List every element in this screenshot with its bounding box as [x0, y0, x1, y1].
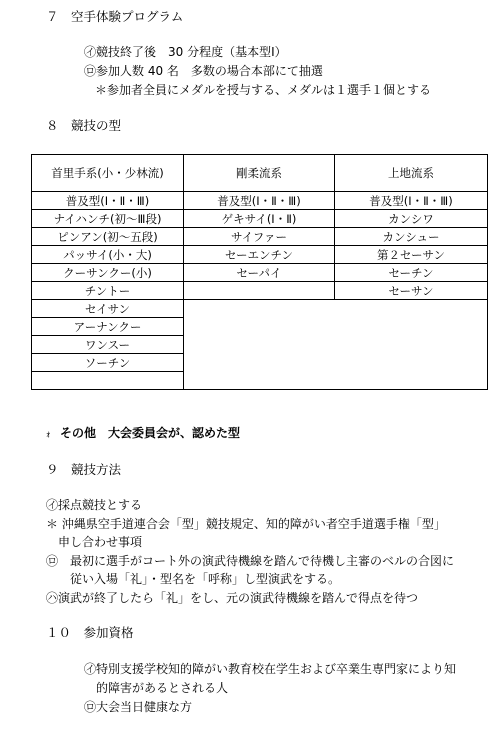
note-mark-icon: ｫ [46, 430, 51, 440]
table-cell: サイファー [184, 228, 335, 246]
table-cell: セーパイ [184, 264, 335, 282]
table-cell: セーエンチン [184, 246, 335, 264]
table-row [32, 300, 488, 318]
section-7-line-2: ㋺参加人数 40 名 多数の場合本部にて抽選 [84, 64, 323, 78]
section-10-line-1: ㋑特別支援学校知的障がい教育校在学生および卒業生専門家により知 [84, 662, 457, 676]
table-cell: カンシワ [335, 210, 488, 228]
table-cell: ワンスー [32, 336, 184, 354]
section-7-line-3: ＊参加者全員にメダルを授与する、メダルは１選手１個とする [95, 83, 432, 97]
section-8-heading: ８ 競技の型 [46, 118, 122, 133]
table-cell: 普及型(Ⅰ・Ⅱ・Ⅲ) [335, 192, 488, 210]
table-row [32, 210, 488, 228]
column-header-shuri: 首里手系(小・少林流) [32, 155, 184, 192]
table-cell: ソーチン [32, 354, 184, 372]
section-10-line-3: ㋺大会当日健康な方 [84, 700, 193, 714]
table-empty-area [184, 300, 488, 390]
section-7-line-1: ㋑競技終了後 30 分程度（基本型Ⅰ） [84, 45, 287, 59]
section-9-heading: ９ 競技方法 [46, 462, 122, 477]
table-cell: ナイハンチ(初〜Ⅲ段) [32, 210, 184, 228]
section-9-line-2: ＊ 沖縄県空手道連合会「型」競技規定、知的障がい者空手道選手権「型」 [46, 517, 446, 531]
section-9-line-5: 従い入場「礼」・型名を「呼称」し型演武をする。 [46, 572, 341, 586]
section-9-line-4: ㋺ 最初に選手がコート外の演武待機線を踏んで待機し主審のベルの合図に [46, 554, 455, 568]
table-row [32, 228, 488, 246]
table-cell [32, 372, 184, 390]
table-cell: アーナンクー [32, 318, 184, 336]
section-9-line-3: 申し合わせ事項 [46, 535, 143, 549]
table-row [32, 192, 488, 210]
kata-table-header-row [32, 155, 488, 192]
table-row [32, 246, 488, 264]
section-9-line-1: ㋑採点競技とする [46, 498, 143, 512]
column-header-uechi: 上地流系 [335, 155, 488, 192]
section-7-heading: ７ 空手体験プログラム [46, 9, 184, 24]
table-cell: パッサイ(小・大) [32, 246, 184, 264]
table-cell: ピンアン(初〜五段) [32, 228, 184, 246]
section-9-line-6: ㋩演武が終了したら「礼」をし、元の演武待機線を踏んで得点を待つ [46, 591, 419, 605]
table-cell: カンシュー [335, 228, 488, 246]
section-10-line-2: 的障害があるとされる人 [84, 681, 229, 695]
table-cell: 第２セーサン [335, 246, 488, 264]
kata-table [31, 154, 488, 390]
table-cell: クーサンクー(小) [32, 264, 184, 282]
table-cell: チントー [32, 282, 184, 300]
table-cell: セーチン [335, 264, 488, 282]
table-cell: セイサン [32, 300, 184, 318]
table-cell: ゲキサイ(Ⅰ・Ⅱ) [184, 210, 335, 228]
table-cell: セーサン [335, 282, 488, 300]
column-header-goju: 剛柔流系 [184, 155, 335, 192]
table-row [32, 282, 488, 300]
table-cell: 普及型(Ⅰ・Ⅱ・Ⅲ) [184, 192, 335, 210]
section-10-heading: １０ 参加資格 [46, 625, 134, 640]
table-row [32, 264, 488, 282]
section-8-note: その他 大会委員会が、認めた型 [60, 426, 241, 440]
table-cell [184, 282, 335, 300]
table-cell: 普及型(Ⅰ・Ⅱ・Ⅲ) [32, 192, 184, 210]
